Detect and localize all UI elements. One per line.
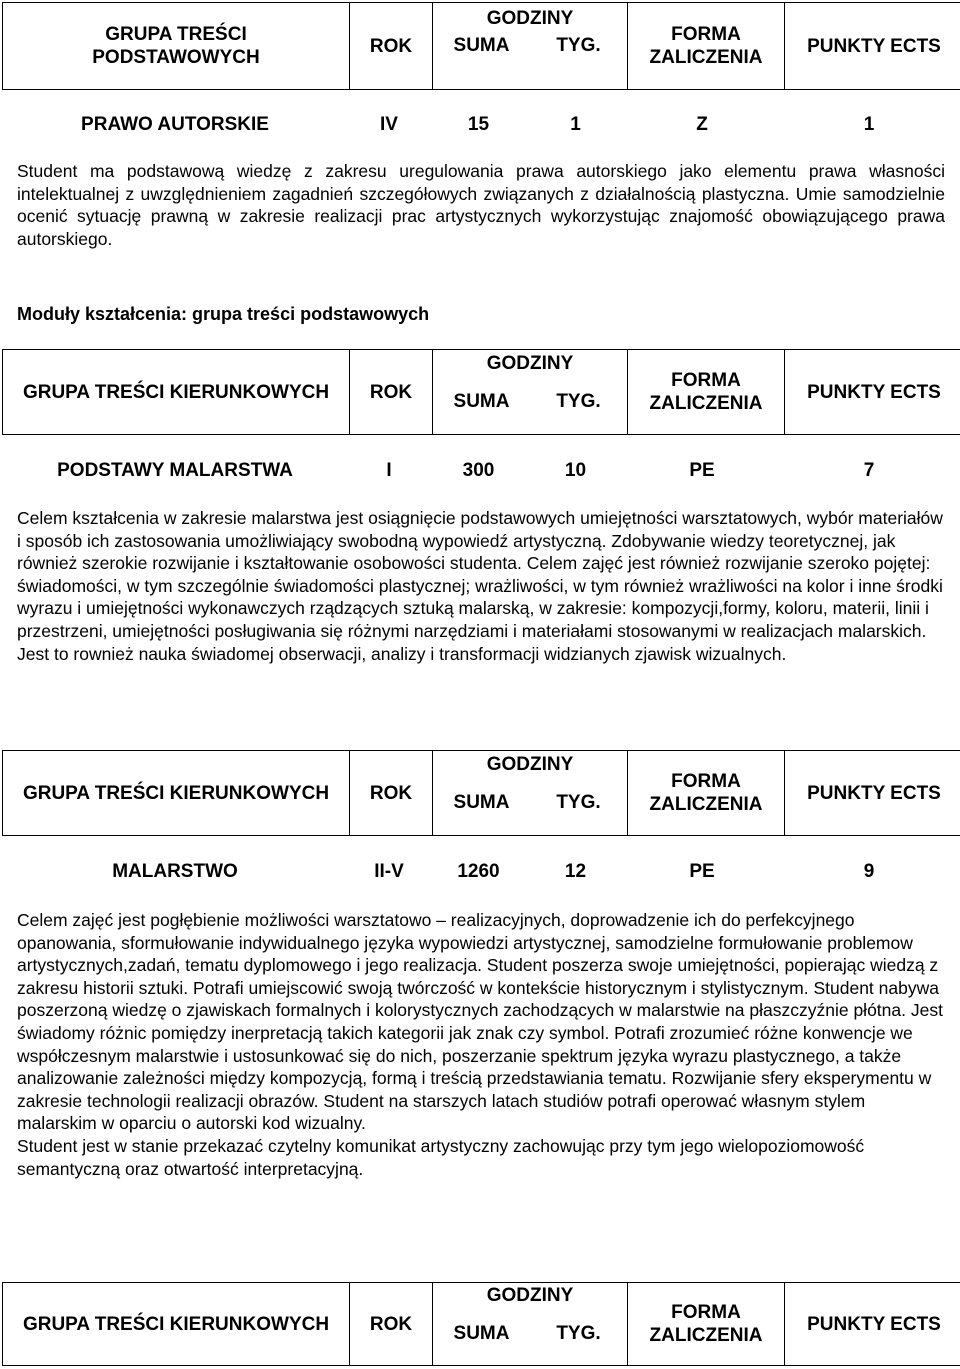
header-sum: SUMA (453, 391, 510, 412)
module-form: PE (689, 861, 715, 882)
header-group-label: GRUPA TREŚCI PODSTAWOWYCH (92, 24, 260, 68)
header-sum: SUMA (453, 792, 510, 813)
header-form (628, 350, 785, 435)
header-weekly: TYG. (556, 391, 601, 412)
header-hours-label: GODZINY (486, 353, 574, 374)
header-hours (433, 1283, 628, 1366)
header-hours-label: GODZINY (486, 754, 574, 775)
header-ects: PUNKTY ECTS (785, 751, 960, 836)
module-description-paragraph: Student jest w stanie przekazać czytelny komunikat artystyczny zachowując przy tym jego wielopoziomowość semantyczną oraz otwartość interpretacyjną. (17, 1135, 865, 1179)
module-sum: 1260 (457, 861, 500, 882)
module-description: Student ma podstawową wiedzę z zakresu uregulowania prawa autorskiego jako elementu prawa własności intelektualnej z uwzględnieniem zagadnień szczegółowych związanych z działalnością plastyczna. Umie samodzielnie ocenić sytuację prawną w zakresie realizacji prac artystycznych wykorzystując znajomość obowiązującego prawa autorskiego. (17, 161, 945, 249)
module-description (17, 909, 945, 1180)
module-form: PE (689, 460, 715, 481)
module-name: PRAWO AUTORSKIE (81, 114, 269, 135)
header-group: GRUPA TREŚCI KIERUNKOWYCH (3, 350, 350, 435)
header-weekly: TYG. (556, 1323, 601, 1344)
header-table-major-1 (2, 349, 960, 435)
module-sum: 300 (462, 460, 495, 481)
header-hours (433, 751, 628, 836)
module-name: PODSTAWY MALARSTWA (57, 460, 293, 481)
header-form (628, 3, 785, 90)
header-hours (433, 3, 628, 90)
header-form (628, 751, 785, 836)
header-form-label: FORMA ZALICZENIA (649, 1302, 763, 1346)
header-group (3, 3, 350, 90)
module-year: I (386, 460, 392, 481)
header-year: ROK (350, 751, 433, 836)
header-form-label: FORMA ZALICZENIA (649, 370, 763, 414)
module-description-paragraph: Celem zajęć jest pogłębienie możliwości warsztatowo – realizacyjnych, doprowadzenie ich do perfekcyjnego opanowania, sformułowanie indywidualnego języka wypowiedzi artystycznej, samodzielne formułowanie problemow artystycznych,zadań, tematu dyplomowego i jego realizacja. Student poszerza swoje umiejętności, popierając wiedzą z zakresu historii sztuki. Potrafi umiejscowić swoją twórczość w kontekście historycznym i stylistycznym. Student nabywa poszerzoną wiedzę o zjawiskach formalnych i kolorystycznych zachodzących w malarstwie na płaszczyźnie płótna. Jest świadomy różnic pomiędzy inerpretacją takich kategorii jak znak czy symbol. Potrafi zrozumieć różne konwencje we współczesnym malarstwie i ustosunkować się do nich, poszerzanie spektrum języka wyrazu plastycznego, a także analizowanie zależności między kompozycją, formą i treścią przedstawiania tematu. Rozwijanie sfery eksperymentu w zakresie technologii realizacji obrazów. Student na starszych latach studiów potrafi operować własnym stylem malarskim w oparciu o autorski kod wizualny. (17, 910, 943, 1134)
header-table-basic (2, 2, 960, 90)
header-table-major-3 (2, 1282, 960, 1366)
header-weekly: TYG. (556, 792, 601, 813)
header-year: ROK (350, 3, 433, 90)
module-name: MALARSTWO (112, 861, 238, 882)
header-form (628, 1283, 785, 1366)
header-group: GRUPA TREŚCI KIERUNKOWYCH (3, 751, 350, 836)
module-ects: 1 (863, 114, 875, 135)
module-ects: 9 (863, 861, 875, 882)
header-sum: SUMA (453, 1323, 510, 1344)
module-row-prawo (2, 111, 958, 139)
module-row-malarstwo (2, 858, 958, 886)
section-title: Moduły kształcenia: grupa treści podstawowych (17, 304, 430, 324)
header-hours (433, 350, 628, 435)
header-form-label: FORMA ZALICZENIA (649, 24, 763, 68)
header-group: GRUPA TREŚCI KIERUNKOWYCH (3, 1283, 350, 1366)
module-description: Celem kształcenia w zakresie malarstwa jest osiągnięcie podstawowych umiejętności warsztatowych, wybór materiałów i sposób ich zastosowania umożliwiający swobodną wypowiedź artystyczną. Zdobywanie wiedzy teoretycznej, jak również szerokie rozwijanie i kształtowanie osobowości studenta. Celem zajęć jest również rozwijanie szeroko pojętej: świadomości, w tym szczególnie świadomości plastycznej; wrażliwości, w tym również wrażliwości na kolor i inne środki wyrazu i umiejętności wykonawczych rządzących sztuką malarską, w zakresie: kompozycji,formy, koloru, materii, linii i przestrzeni, umiejętności posługiwania się różnymi narzędziami i materiałami stosowanymi w realizacjach malarskich. Jest to rownież nauka świadomej obserwacji, analizy i transformacji widzianych zjawisk wizualnych. (17, 508, 943, 664)
header-ects: PUNKTY ECTS (785, 1283, 960, 1366)
module-weekly: 10 (564, 460, 587, 481)
module-ects: 7 (863, 460, 875, 481)
header-ects: PUNKTY ECTS (785, 350, 960, 435)
header-year: ROK (350, 1283, 433, 1366)
module-weekly: 1 (570, 114, 581, 135)
module-year: IV (380, 114, 398, 135)
header-weekly: TYG. (556, 35, 601, 56)
module-form: Z (696, 114, 708, 135)
header-sum: SUMA (453, 35, 510, 56)
header-year: ROK (350, 350, 433, 435)
header-table-major-2 (2, 750, 960, 836)
header-hours-label: GODZINY (486, 8, 574, 29)
module-year: II-V (374, 861, 404, 882)
header-ects: PUNKTY ECTS (785, 3, 960, 90)
module-weekly: 12 (564, 861, 587, 882)
module-sum: 15 (467, 114, 490, 135)
module-row-podstawy-malarstwa (2, 457, 958, 485)
header-hours-label: GODZINY (486, 1285, 574, 1306)
header-form-label: FORMA ZALICZENIA (649, 771, 763, 815)
